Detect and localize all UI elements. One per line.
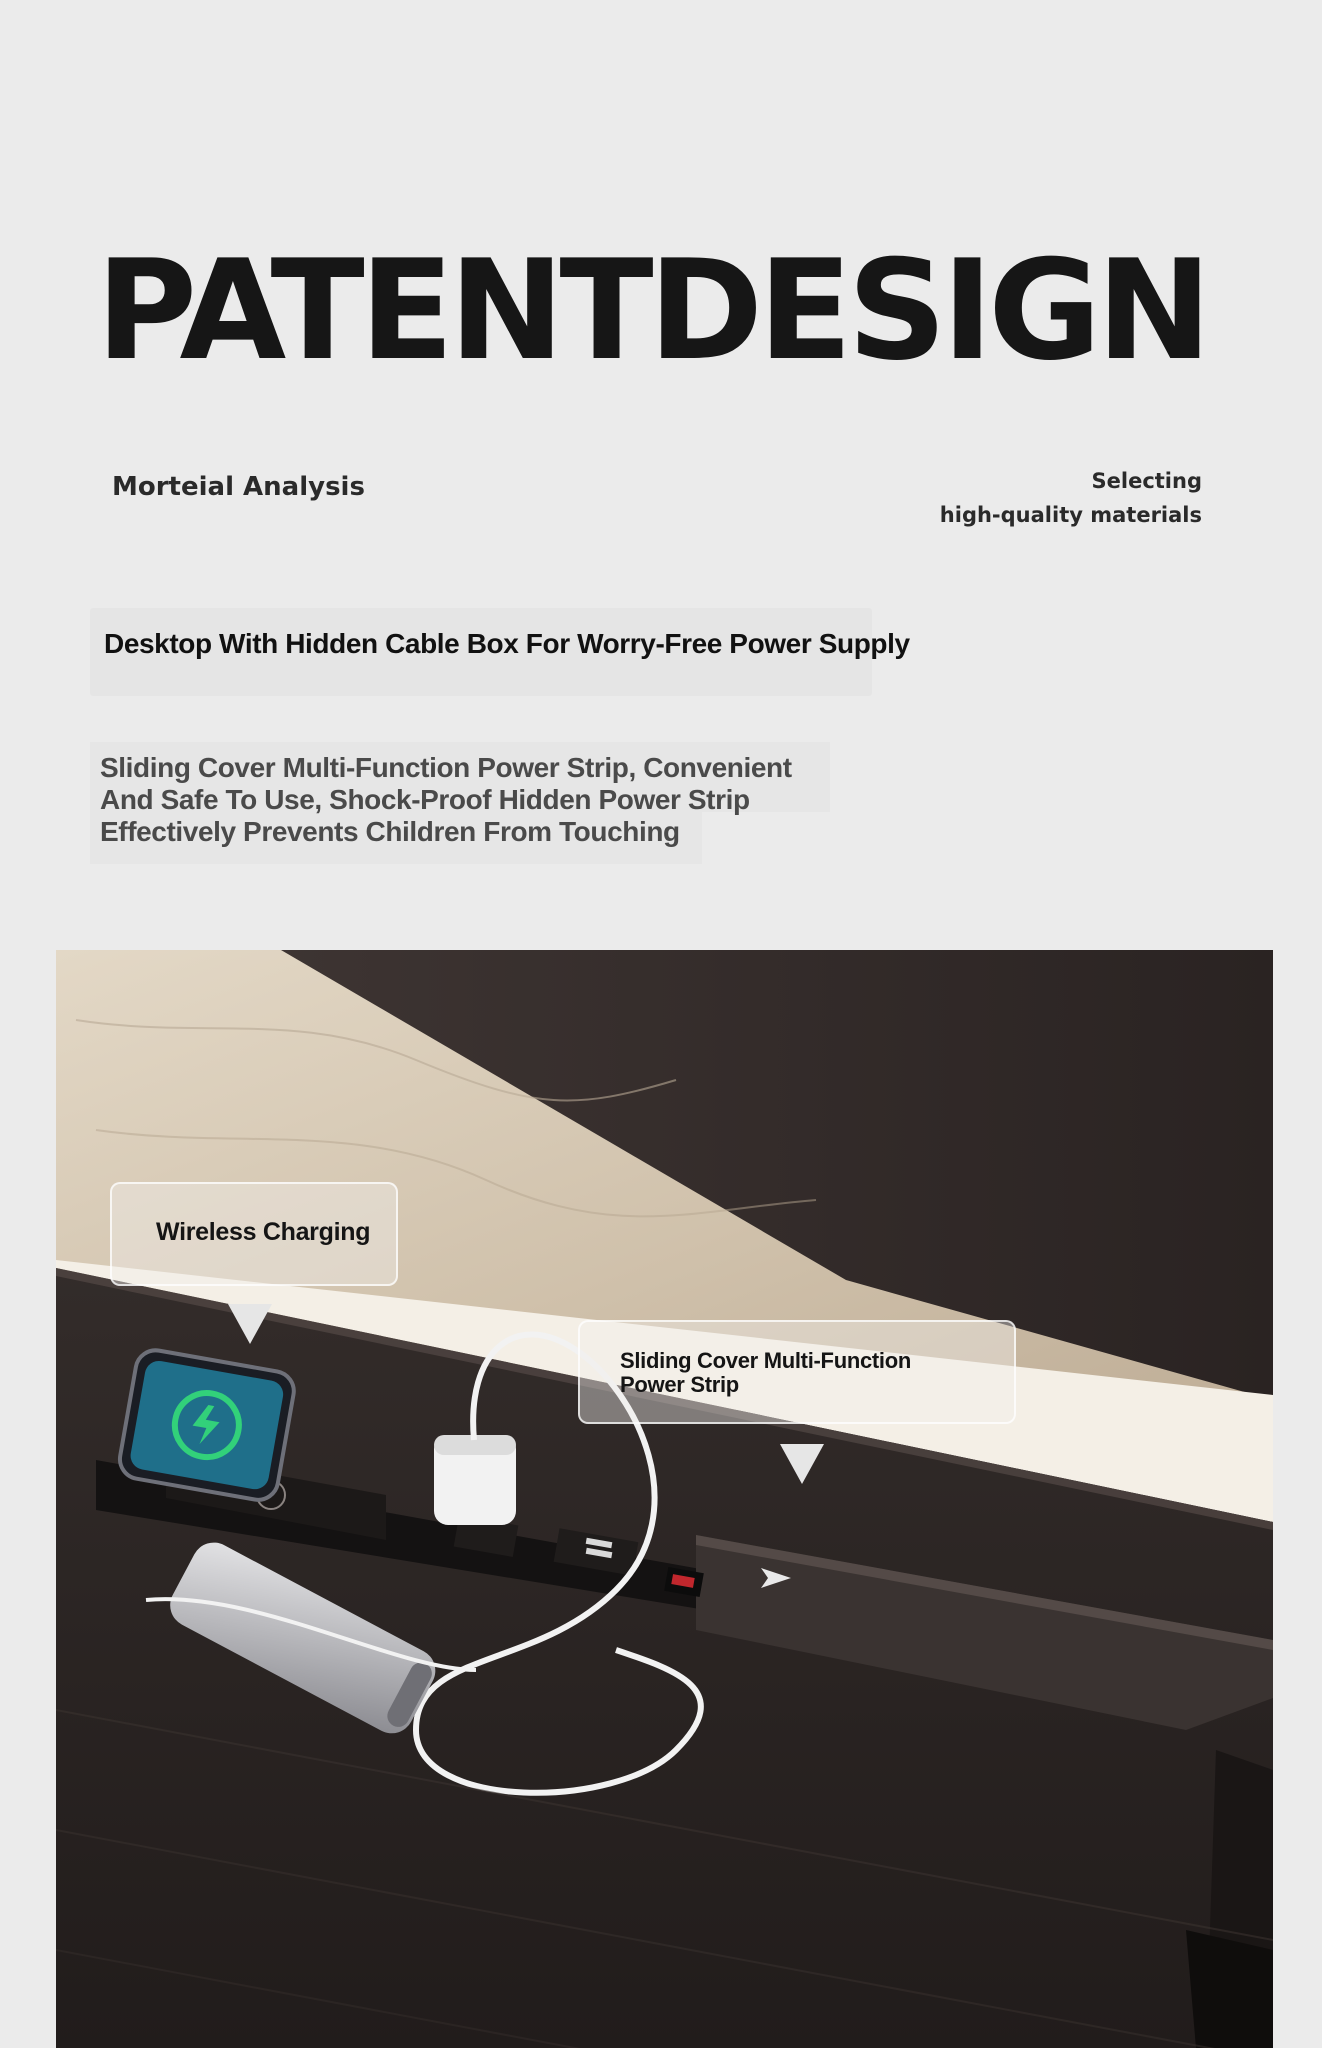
smartphone	[117, 1347, 297, 1503]
charger-brick	[434, 1435, 516, 1525]
power-strip-pointer-icon	[780, 1444, 824, 1484]
hero-word-design: DESIGN	[648, 230, 1207, 391]
drawer-edge	[1186, 1930, 1273, 2048]
product-photo	[56, 950, 1273, 2048]
hero-title	[96, 230, 1207, 391]
materials-tagline	[940, 464, 1202, 532]
wireless-charging-label: Wireless Charging	[156, 1218, 371, 1246]
description-line-2: And Safe To Use, Shock-Proof Hidden Power Strip	[100, 784, 750, 815]
material-analysis-label: Morteial Analysis	[112, 472, 365, 502]
feature-headline: Desktop With Hidden Cable Box For Worry-Free Power Supply	[104, 628, 910, 659]
hero-word-patent: PATENT	[96, 230, 649, 391]
desk-scene-illustration	[56, 950, 1273, 2048]
wireless-charging-pointer-icon	[228, 1304, 272, 1344]
description-line-3: Effectively Prevents Children From Touching	[100, 816, 680, 847]
materials-tagline-line1: Selecting	[1091, 469, 1202, 493]
power-strip-label-line1: Sliding Cover Multi-Function	[620, 1348, 912, 1373]
materials-tagline-line2: high-quality materials	[939, 503, 1202, 527]
feature-description	[100, 752, 840, 848]
power-strip-label-line2: Power Strip	[620, 1372, 739, 1397]
description-line-1: Sliding Cover Multi-Function Power Strip, Convenient	[100, 752, 792, 783]
power-strip-label	[620, 1349, 980, 1397]
